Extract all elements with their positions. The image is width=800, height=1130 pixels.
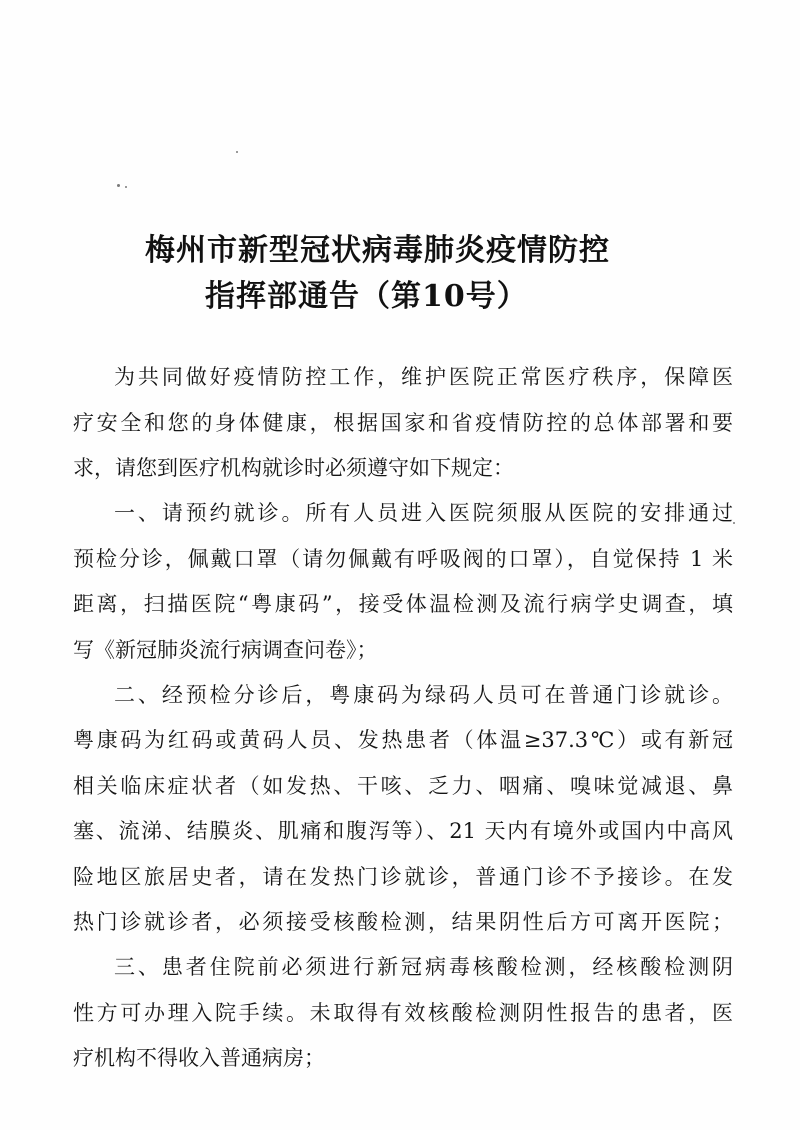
paragraph-line: 三、患者住院前必须进行新冠病毒核酸检测，经核酸检测阴: [114, 955, 733, 979]
paragraph-line: 预检分诊，佩戴口罩（请勿佩戴有呼吸阀的口罩），自觉保持 1 米: [73, 547, 733, 571]
paragraph-line: 相关临床症状者（如发热、干咳、乏力、咽痛、嗅味觉减退、鼻: [73, 774, 733, 798]
paragraph-line: 二、经预检分诊后，粤康码为绿码人员可在普通门诊就诊。: [114, 683, 733, 707]
paragraph-line: 塞、流涕、结膜炎、肌痛和腹泻等）、21 天内有境外或国内中高风: [73, 819, 733, 843]
paragraph-line: 写《新冠肺炎流行病调查问卷》；: [73, 638, 378, 662]
paragraph-line: 距离，扫描医院“粤康码”，接受体温检测及流行病学史调查，填: [73, 592, 733, 616]
scan-speck: [125, 186, 127, 188]
paragraph-line: 一、请预约就诊。所有人员进入医院须服从医院的安排通过: [114, 501, 733, 525]
scan-speck: [117, 184, 120, 187]
paragraph-line: 粤康码为红码或黄码人员、发热患者（体温≥37.3℃）或有新冠: [73, 728, 733, 752]
paragraph-line: 性方可办理入院手续。未取得有效核酸检测阴性报告的患者，医: [73, 1001, 733, 1025]
notice-title-line-1: 梅州市新型冠状病毒肺炎疫情防控: [145, 233, 610, 268]
paragraph-line: 险地区旅居史者，请在发热门诊就诊，普通门诊不予接诊。在发: [73, 865, 733, 889]
paragraph-line: 疗安全和您的身体健康，根据国家和省疫情防控的总体部署和要: [73, 411, 733, 435]
paragraph-line: 疗机构不得收入普通病房；: [73, 1046, 325, 1070]
paragraph-line: 热门诊就诊者，必须接受核酸检测，结果阴性后方可离开医院；: [73, 910, 733, 934]
paragraph-line: 为共同做好疫情防控工作，维护医院正常医疗秩序，保障医: [114, 365, 733, 389]
scan-speck: [236, 151, 238, 153]
notice-title-line-2: 指挥部通告（第10号）: [205, 279, 528, 314]
scan-speck: [733, 522, 735, 524]
paragraph-line: 求，请您到医疗机构就诊时必须遵守如下规定：: [73, 456, 514, 480]
